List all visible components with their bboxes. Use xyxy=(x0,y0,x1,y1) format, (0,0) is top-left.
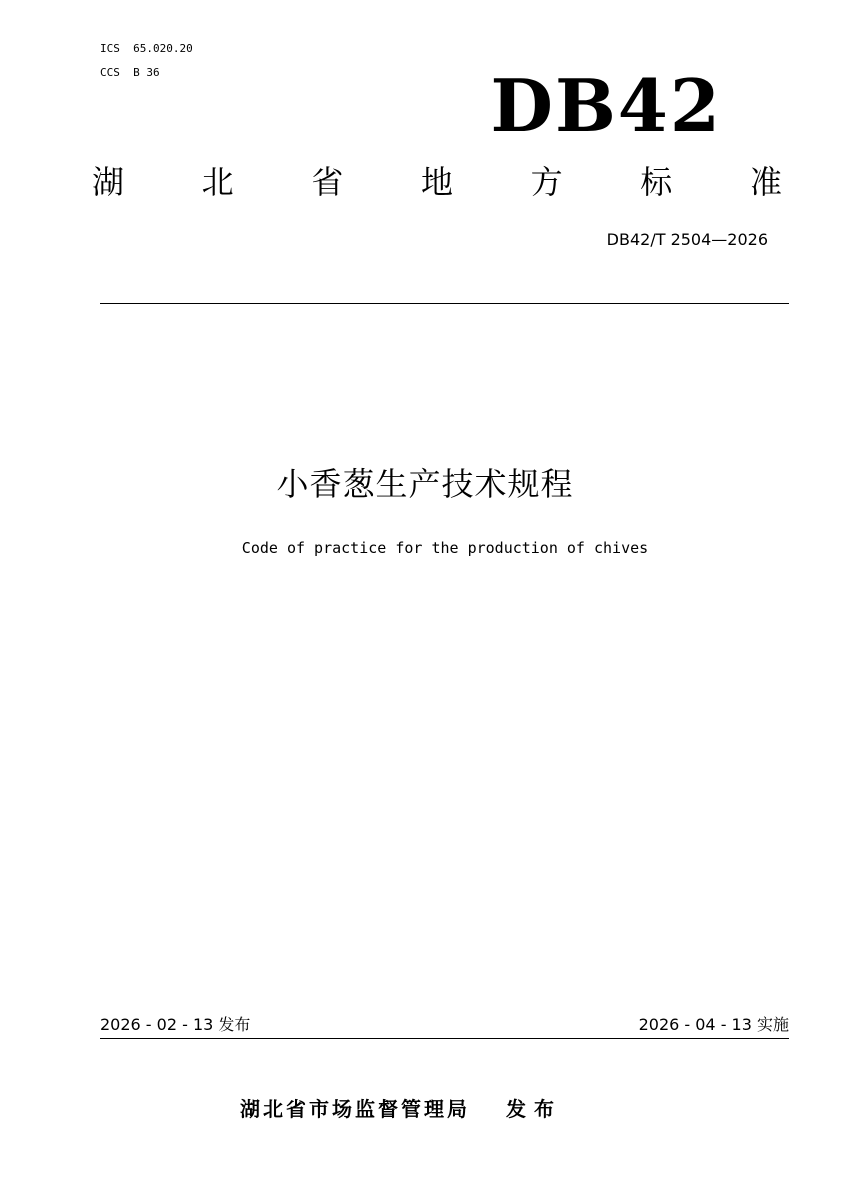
standard-type-char: 北 xyxy=(201,163,234,201)
issuer-name: 湖北省市场监督管理局 xyxy=(240,1097,470,1121)
standard-type-char: 省 xyxy=(311,163,344,201)
document-title-english: Code of practice for the production of chives xyxy=(241,539,649,557)
standard-type-char: 标 xyxy=(640,163,673,201)
implementation-date: 2026 - 04 - 13 实施 xyxy=(638,1015,789,1034)
document-title-chinese: 小香葱生产技术规程 xyxy=(276,465,574,503)
issuer-block xyxy=(240,1095,562,1123)
issuer-action: 发布 xyxy=(506,1097,562,1121)
standard-type-heading xyxy=(92,160,782,204)
standard-logo: DB42 xyxy=(490,63,722,148)
ccs-code: CCS B 36 xyxy=(100,66,160,79)
issue-date: 2026 - 02 - 13 发布 xyxy=(100,1015,251,1034)
ics-code: ICS 65.020.20 xyxy=(100,42,193,55)
standard-type-char: 湖 xyxy=(92,163,125,201)
standard-number: DB42/T 2504—2026 xyxy=(606,230,768,249)
header-divider xyxy=(100,303,789,304)
standard-type-char: 方 xyxy=(530,163,563,201)
footer-divider xyxy=(100,1038,789,1039)
standard-type-char: 准 xyxy=(749,163,782,201)
standard-type-char: 地 xyxy=(420,163,453,201)
